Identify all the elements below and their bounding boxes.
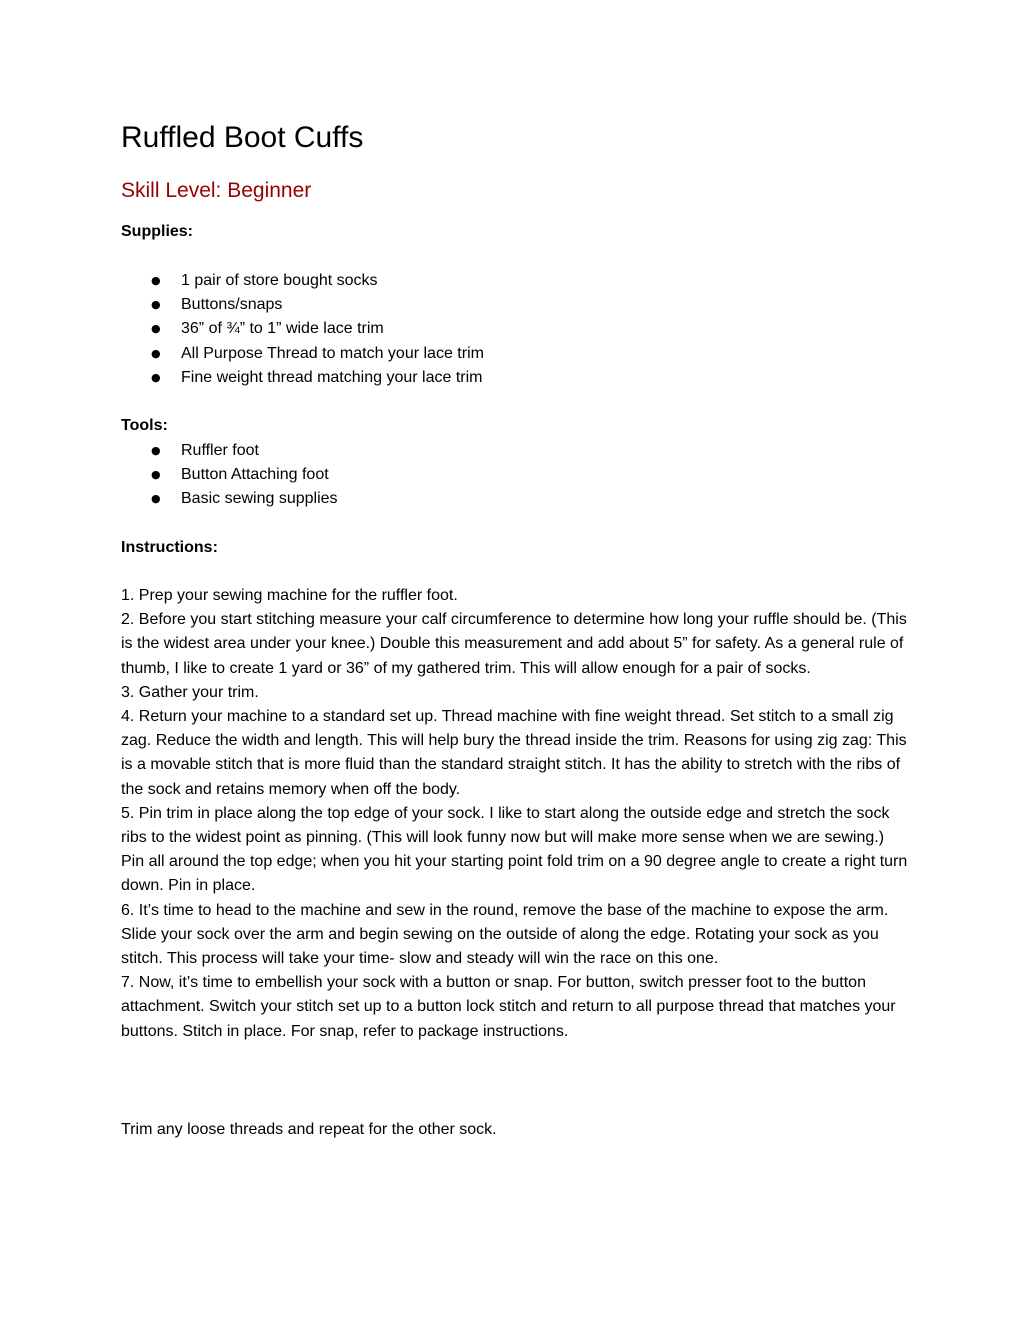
list-item: ● 1 pair of store bought socks xyxy=(121,269,484,293)
instruction-step: 5. Pin trim in place along the top edge of your sock. I like to start along the outside edge and stretch the sock ribs to the widest point as pinning. (This will look funny now but will make more sense when we are sewing.) Pin all around the top edge; when you hit your starting point fold trim on a 90 degree angle to create a right turn down. Pin in place. xyxy=(121,804,908,895)
list-item: ● Button Attaching foot xyxy=(121,463,338,487)
instruction-step: 4. Return your machine to a standard set up. Thread machine with fine weight thread. Set stitch to a small zig zag. Reduce the width and length. This will help bury the thread inside the trim. Reasons for using zig zag: This is a movable stitch that is more fluid than the standard straight stitch. It has the ability to stretch with the ribs of the sock and retains memory when off the body. xyxy=(121,708,907,798)
closing-note: Trim any loose threads and repeat for the other sock. xyxy=(121,1121,497,1138)
list-item: ● Fine weight thread matching your lace trim xyxy=(121,366,484,390)
instruction-step: 1. Prep your sewing machine for the ruffler foot. xyxy=(121,587,458,604)
instructions-heading: Instructions: xyxy=(121,539,218,556)
supplies-list xyxy=(121,269,484,390)
instruction-step: 6. It’s time to head to the machine and sew in the round, remove the base of the machine to expose the arm. Slide your sock over the arm and begin sewing on the outside of along the edge. Rotating your sock as you stitch. This process will take your time- slow and steady will win the race on this one. xyxy=(121,901,889,968)
list-item: ● Buttons/snaps xyxy=(121,293,484,317)
instruction-step: 3. Gather your trim. xyxy=(121,683,259,701)
skill-level-heading: Skill Level: Beginner xyxy=(121,179,312,202)
instruction-step: 2. Before you start stitching measure your calf circumference to determine how long your ruffle should be. (This is the widest area under your knee.) Double this measurement and add about 5” for safety. As a general rule of thumb, I like to create 1 yard or 36” of my gathered trim. This will allow enough for a pair of socks. xyxy=(121,611,907,677)
list-item: ● Ruffler foot xyxy=(121,439,338,463)
instruction-step: 7. Now, it’s time to embellish your sock with a button or snap. For button, switch presser foot to the button attachment. Switch your stitch set up to a button lock stitch and return to all purpose thread that matches your buttons. Stitch in place. For snap, refer to package instructions. xyxy=(121,974,896,1040)
list-item: ● Basic sewing supplies xyxy=(121,487,338,511)
document-title: Ruffled Boot Cuffs xyxy=(121,121,364,154)
tools-heading: Tools: xyxy=(121,417,168,434)
instruction-steps xyxy=(121,584,911,1044)
list-item: ● 36” of ¾” to 1” wide lace trim xyxy=(121,317,484,341)
list-item: ● All Purpose Thread to match your lace trim xyxy=(121,342,484,366)
tools-list xyxy=(121,439,338,512)
supplies-heading: Supplies: xyxy=(121,223,194,240)
